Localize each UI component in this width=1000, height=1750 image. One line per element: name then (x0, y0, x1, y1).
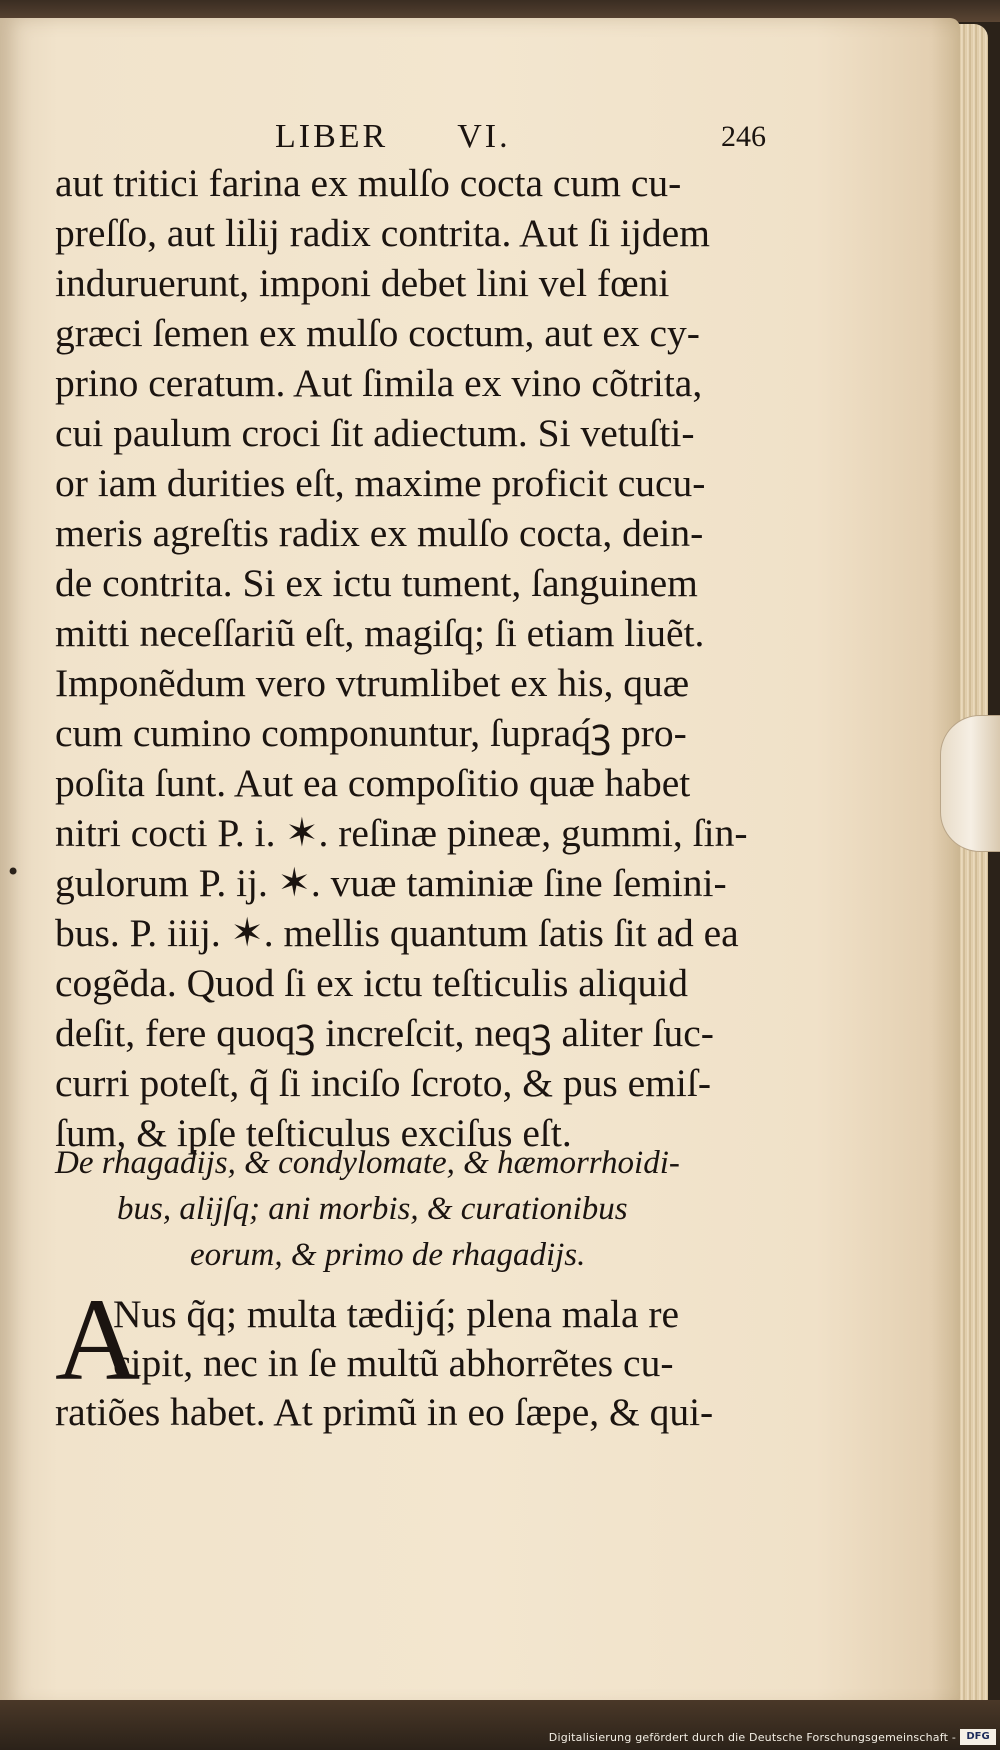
page-clip (940, 715, 1000, 852)
text-line: nitri cocti P. i. ✶. reſinæ pineæ, gummi, ſin- (55, 811, 748, 855)
running-head-title: LIBER VI. (275, 118, 511, 155)
heading-line: eorum, & primo de rhagadijs. (190, 1237, 586, 1273)
text-line: curri poteſt, q̃ ſi inciſo ſcroto, & pus emiſ- (55, 1061, 712, 1105)
section-text (55, 1274, 765, 1437)
text-line: cogẽda. Quod ſi ex ictu teſticulis aliquid (55, 961, 688, 1005)
text-line: aut tritici farina ex mulſo cocta cum cu- (55, 161, 682, 205)
text-line: poſita ſunt. Aut ea compoſitio quæ habet (55, 761, 691, 805)
text-line: ratiões habet. At primũ in eo ſæpe, & qui- (55, 1390, 714, 1434)
text-line: græci ſemen ex mulſo coctum, aut ex cy- (55, 311, 700, 355)
heading-line: bus, alijſq; ani morbis, & curationibus (117, 1191, 628, 1227)
text-line: bus. P. iiij. ✶. mellis quantum ſatis ſit ad ea (55, 911, 739, 955)
text-line: gulorum P. ij. ✶. vuæ taminiæ ſine ſemini- (55, 861, 727, 905)
page-number: 246 (721, 120, 766, 153)
margin-mark: • (6, 858, 21, 886)
text-line: prino ceratum. Aut ſimila ex vino cõtrita, (55, 361, 703, 405)
running-head (60, 118, 766, 158)
dfg-logo: DFG (960, 1729, 996, 1745)
text-line: cui paulum croci ſit adiectum. Si vetuſti- (55, 411, 695, 455)
text-line: ſum, & ipſe teſticulus exciſus eſt. (55, 1111, 572, 1155)
text-line: cipit, nec in ſe multũ abhorrẽtes cu- (113, 1341, 674, 1385)
text-line: cum cumino componuntur, ſupraq́ꝫ pro- (55, 711, 687, 755)
text-line: deſit, fere quoqꝫ increſcit, neqꝫ aliter ſuc- (55, 1011, 714, 1055)
text-line: induruerunt, imponi debet lini vel fœni (55, 261, 670, 305)
text-line: mitti neceſſariũ eſt, magiſq; ſi etiam liuẽt. (55, 611, 705, 655)
text-line: preſſo, aut lilij radix contrita. Aut ſi ijdem (55, 211, 710, 255)
text-line: meris agreſtis radix ex mulſo cocta, dein- (55, 511, 704, 555)
heading-line: De rhagadijs, & condylomate, & hæmorrhoidi- (55, 1145, 680, 1181)
digitization-credit: Digitalisierung gefördert durch die Deutsche Forschungsgemeinschaft - (548, 1731, 956, 1744)
text-line: or iam durities eſt, maxime proficit cucu- (55, 461, 706, 505)
body-text (55, 158, 765, 1158)
section-heading (55, 1140, 765, 1278)
text-line: de contrita. Si ex ictu tument, ſanguinem (55, 561, 698, 605)
text-line: Imponẽdum vero vtrumlibet ex his, quæ (55, 661, 690, 705)
text-line: Nus q̃q; multa tædijq́; plena mala re (113, 1292, 680, 1336)
drop-capital: A (55, 1274, 141, 1405)
